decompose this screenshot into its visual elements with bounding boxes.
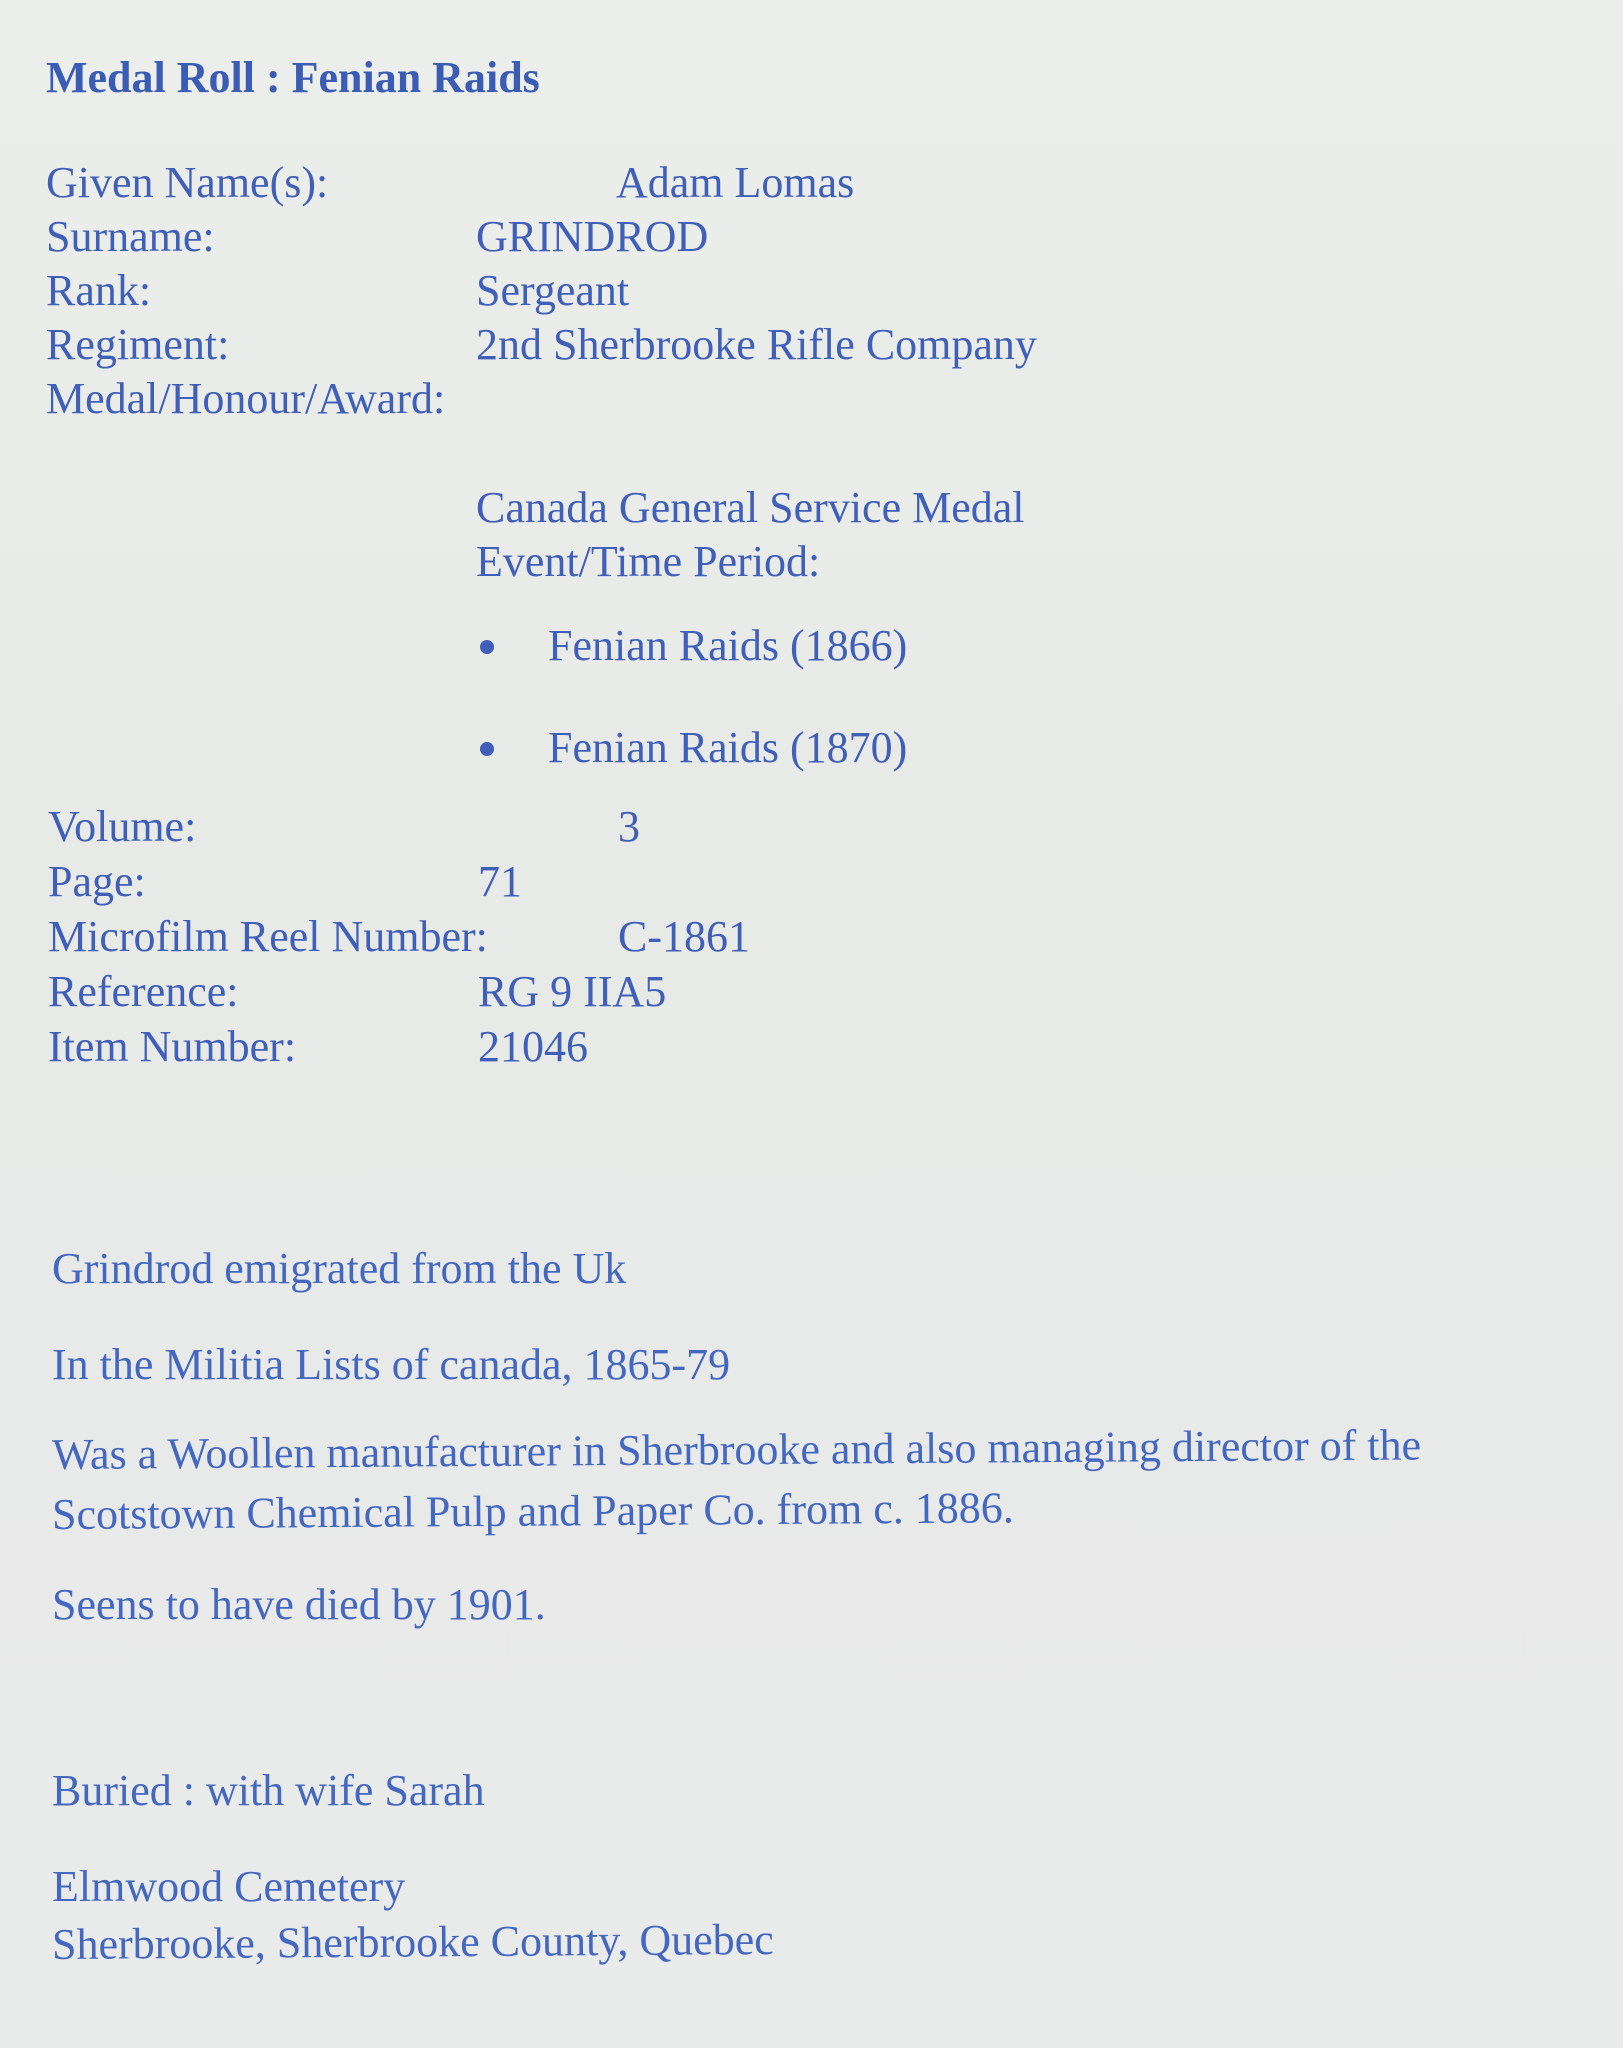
- note-occupation-line1: Was a Woollen manufacturer in Sherbrooke and also managing director of the: [51, 1420, 1422, 1479]
- note-militia: In the Militia Lists of canada, 1865-79: [52, 1340, 731, 1389]
- regiment-value: 2nd Sherbrooke Rifle Company: [476, 320, 1037, 369]
- document-title: Medal Roll : Fenian Raids: [46, 53, 540, 102]
- page-label: Page:: [48, 857, 146, 906]
- surname-label: Surname:: [46, 212, 215, 261]
- bullet-icon: [480, 640, 494, 654]
- reference-value: RG 9 IIA5: [478, 967, 667, 1016]
- surname-value: GRINDROD: [476, 212, 709, 261]
- event-period-label: Event/Time Period:: [476, 537, 821, 586]
- bullet-icon: [480, 742, 494, 756]
- rank-value: Sergeant: [476, 266, 630, 315]
- rank-label: Rank:: [46, 266, 152, 315]
- regiment-label: Regiment:: [46, 320, 230, 369]
- reference-label: Reference:: [48, 967, 239, 1016]
- note-buried: Buried : with wife Sarah: [52, 1766, 485, 1815]
- note-location: Sherbrooke, Sherbrooke County, Quebec: [51, 1914, 774, 1969]
- event-text: Fenian Raids (1866): [548, 621, 908, 670]
- microfilm-label: Microfilm Reel Number:: [48, 912, 488, 961]
- note-emigrated: Grindrod emigrated from the Uk: [52, 1244, 627, 1293]
- item-number-label: Item Number:: [48, 1022, 297, 1071]
- note-occupation-line2: Scotstown Chemical Pulp and Paper Co. from c. 1886.: [51, 1483, 1014, 1539]
- volume-label: Volume:: [48, 802, 197, 851]
- event-text: Fenian Raids (1870): [548, 723, 908, 772]
- given-names-label: Given Name(s):: [46, 158, 329, 207]
- item-number-value: 21046: [478, 1022, 588, 1071]
- given-names-value: Adam Lomas: [616, 158, 855, 207]
- microfilm-value: C-1861: [618, 912, 750, 961]
- note-died: Seens to have died by 1901.: [52, 1580, 546, 1629]
- volume-value: 3: [618, 802, 640, 851]
- note-cemetery: Elmwood Cemetery: [52, 1862, 406, 1911]
- page-value: 71: [478, 857, 522, 906]
- medal-value: Canada General Service Medal: [476, 483, 1025, 532]
- medal-label: Medal/Honour/Award:: [46, 374, 446, 423]
